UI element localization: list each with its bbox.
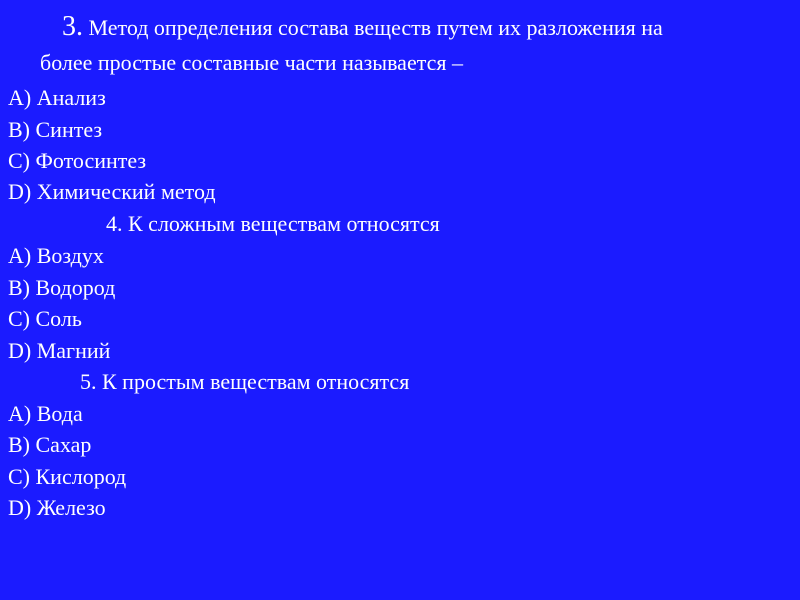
question-3-line-2: более простые составные части называется – bbox=[40, 50, 463, 75]
question-5-option-d: D) Железо bbox=[8, 495, 106, 520]
question-4-option-b: B) Водород bbox=[8, 275, 116, 300]
question-5-option-c: C) Кислород bbox=[8, 464, 127, 489]
question-3-option-b: B) Синтез bbox=[8, 117, 103, 142]
question-3-option-c: C) Фотосинтез bbox=[8, 148, 147, 173]
question-4-option-c: C) Соль bbox=[8, 306, 82, 331]
question-5-option-a: A) Вода bbox=[8, 401, 83, 426]
question-3-option-d: D) Химический метод bbox=[8, 179, 216, 204]
question-3-option-a: A) Анализ bbox=[8, 85, 106, 110]
question-4-option-a: A) Воздух bbox=[8, 243, 104, 268]
question-4-text: 4. К сложным веществам относятся bbox=[106, 211, 440, 236]
question-3-number: 3. bbox=[62, 11, 83, 42]
question-4-option-d: D) Магний bbox=[8, 338, 111, 363]
question-5-option-b: B) Сахар bbox=[8, 432, 92, 457]
question-3-line-1 bbox=[62, 11, 663, 42]
question-3-text-part-1: Метод определения состава веществ путем их разложения на bbox=[83, 15, 663, 40]
question-5-text: 5. К простым веществам относятся bbox=[80, 369, 410, 394]
